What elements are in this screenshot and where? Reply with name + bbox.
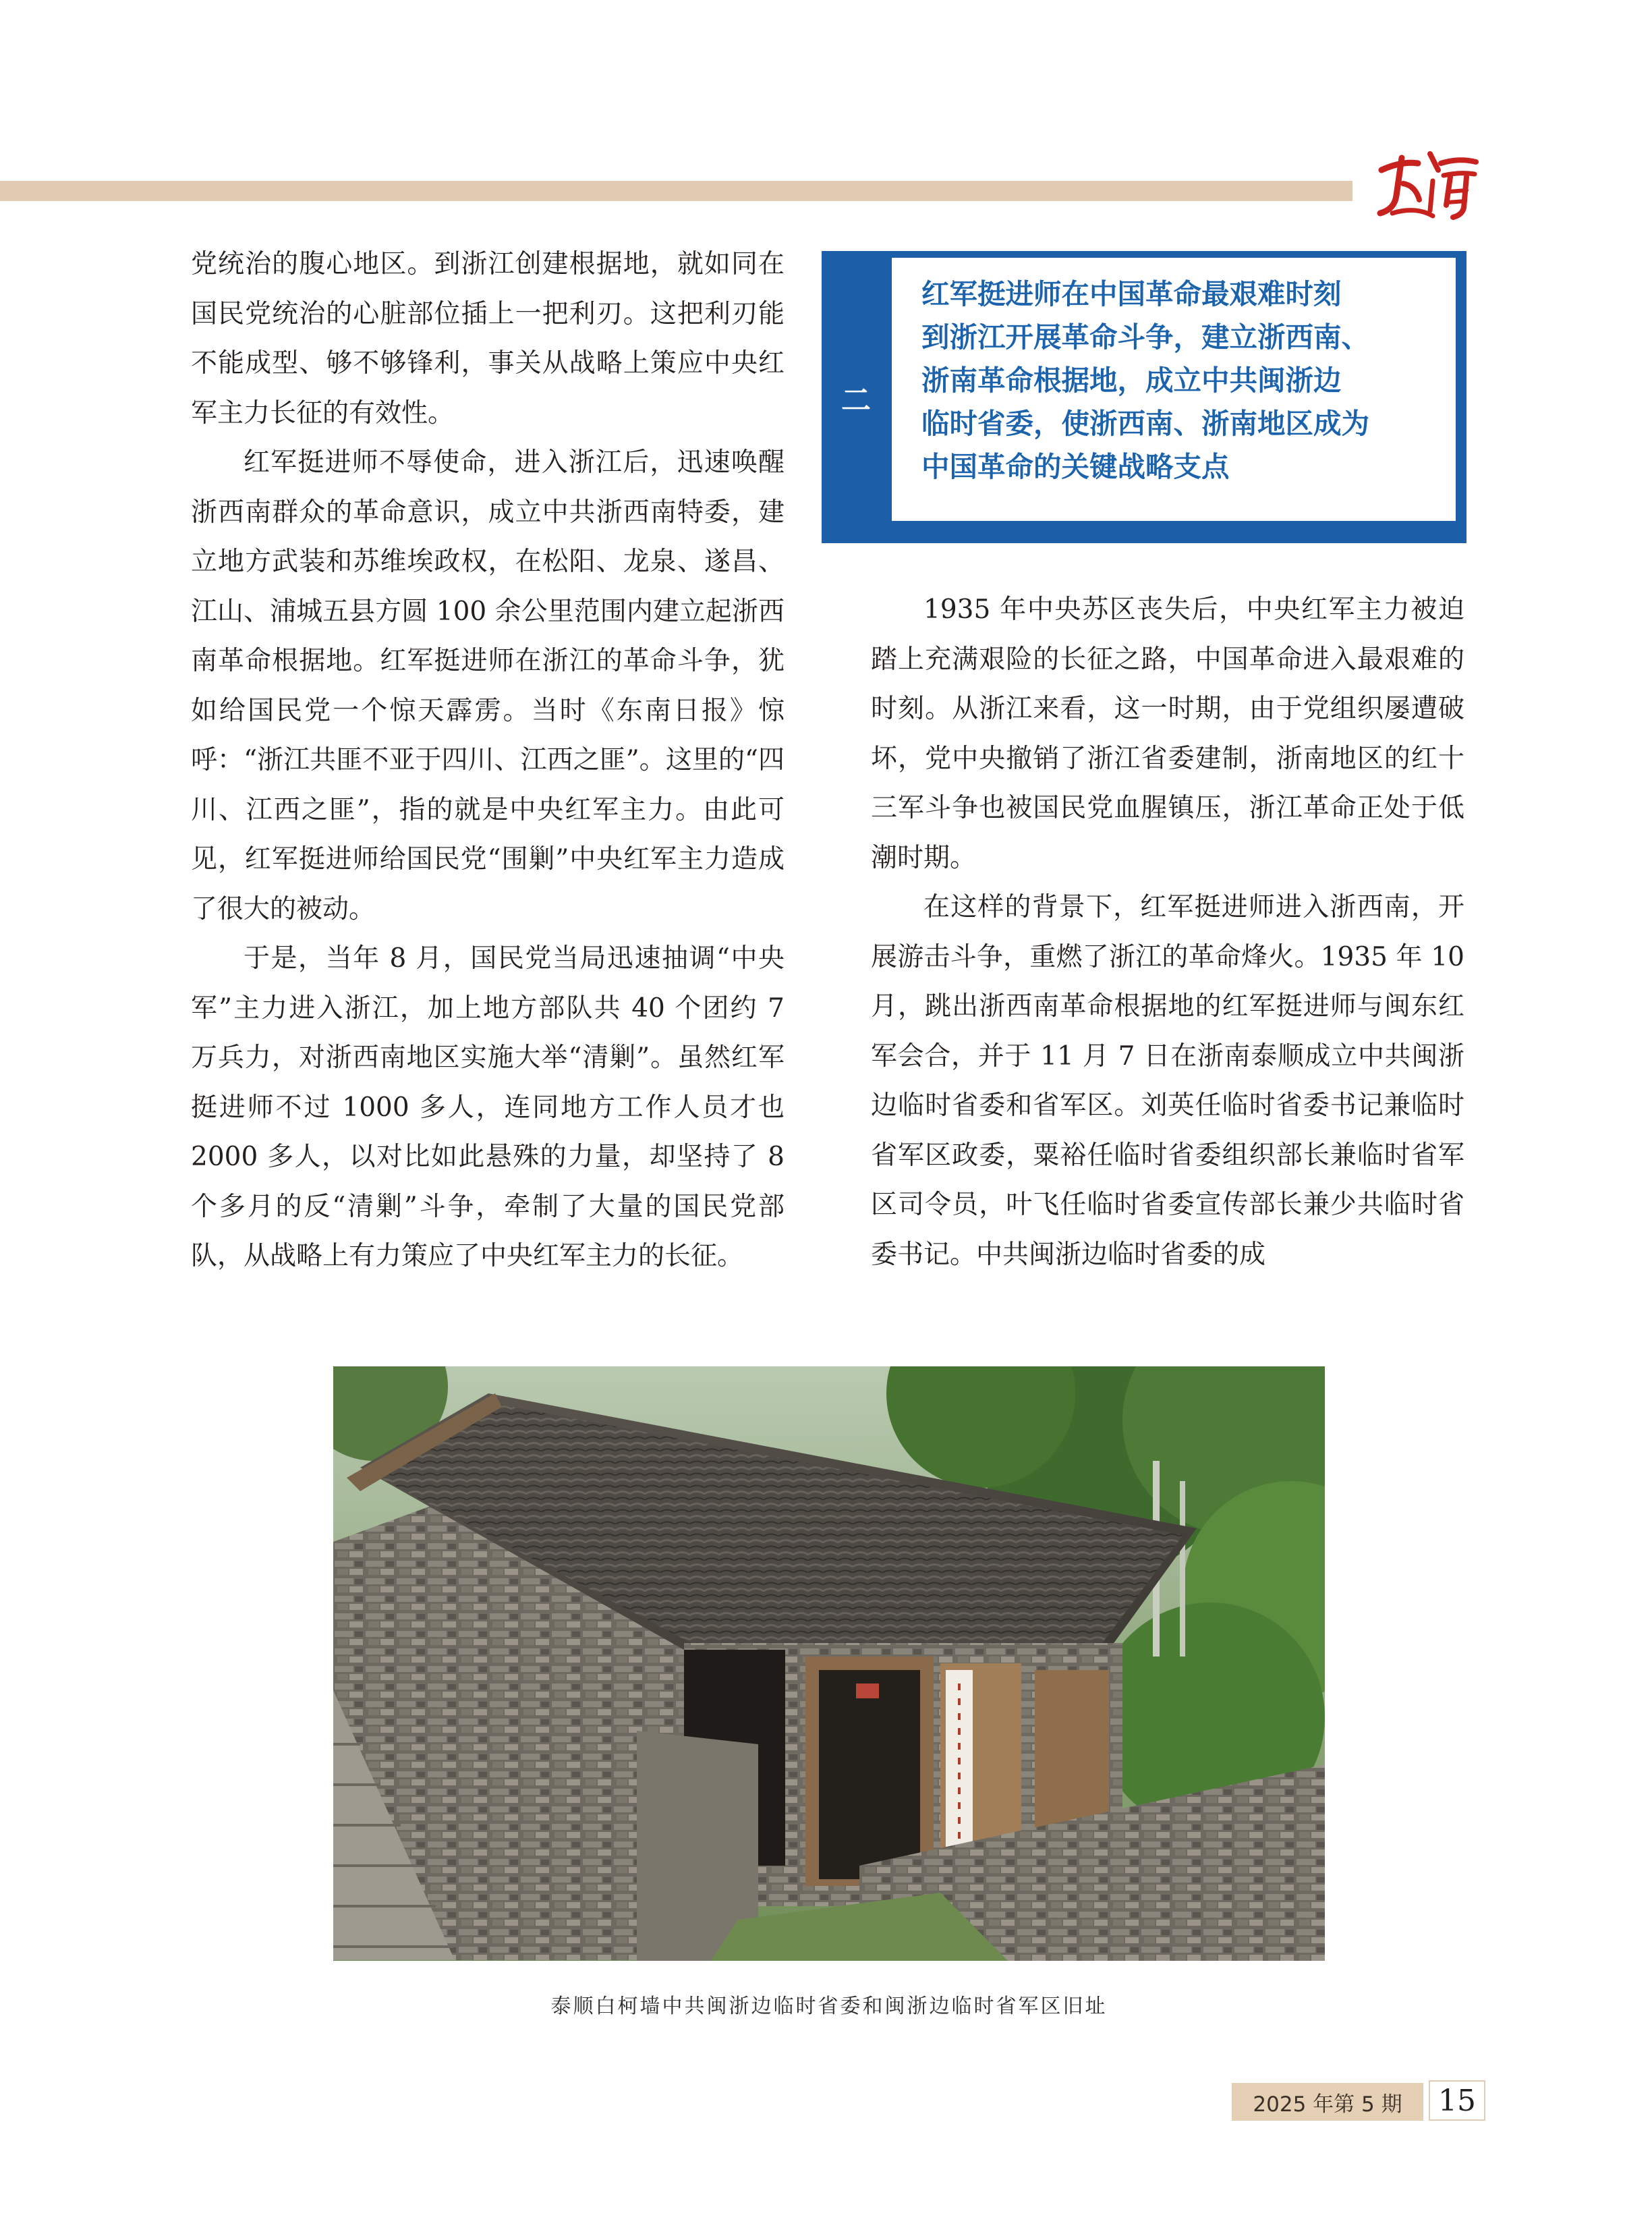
section-heading-line: 到浙江开展革命斗争，建立浙西南、 [921, 321, 1370, 354]
section-heading-line: 浙南革命根据地，成立中共闽浙边 [921, 364, 1342, 397]
historic-building-photo [333, 1366, 1325, 1961]
left-text-column [191, 240, 785, 1281]
paragraph: 在这样的背景下，红军挺进师进入浙西南，开展游击斗争，重燃了浙江的革命烽火。1935 年 10 月，跳出浙西南革命根据地的红军挺进师与闽东红军会合，并于 11 月 7 日在浙南泰顺成立中共闽浙边临时省委和省军区。刘英任临时省委书记兼临时省军区政委，粟裕任临时省委组织部长兼临时省军区司令员，叶飞任临时省委宣传部长兼少共临时省委书记。中共闽浙边临时省委的成 [871, 892, 1464, 1270]
right-text-column [871, 585, 1464, 1279]
page-number: 15 [1429, 2080, 1485, 2121]
section-heading [892, 258, 1456, 521]
paragraph: 1935 年中央苏区丧失后，中央红军主力被迫踏上充满艰险的长征之路，中国革命进入最艰难的时刻。从浙江来看，这一时期，由于党组织屡遭破坏，党中央撤销了浙江省委建制，浙南地区的红十三军斗争也被国民党血腥镇压，浙江革命正处于低潮时期。 [871, 594, 1464, 873]
header-decorative-bar [0, 181, 1352, 201]
photo-caption: 泰顺白柯墙中共闽浙边临时省委和闽浙边临时省军区旧址 [550, 1995, 1108, 2018]
paragraph: 党统治的腹心地区。到浙江创建根据地，就如同在国民党统治的心脏部位插上一把利刃。这把利刃能不能成型、够不够锋利，事关从战略上策应中央红军主力长征的有效性。 [191, 249, 785, 428]
section-heading-line: 红军挺进师在中国革命最艰难时刻 [921, 277, 1342, 310]
section-heading-line: 临时省委，使浙西南、浙南地区成为 [921, 407, 1370, 440]
zuji-logo-icon [1376, 143, 1484, 224]
paragraph: 红军挺进师不辱使命，进入浙江后，迅速唤醒浙西南群众的革命意识，成立中共浙西南特委，建立地方武装和苏维埃政权，在松阳、龙泉、遂昌、江山、浦城五县方圆 100 余公里范围内建立起浙西南革命根据地。红军挺进师在浙江的革命斗争，犹如给国民党一个惊天霹雳。当时《东南日报》惊呼：“浙江共匪不亚于四川、江西之匪”。这里的“四川、江西之匪”，指的就是中央红军主力。由此可见，红军挺进师给国民党“围剿”中央红军主力造成了很大的被动。 [191, 447, 785, 924]
magazine-logo [1376, 143, 1484, 224]
issue-label: 2025 年第 5 期 [1232, 2083, 1423, 2121]
section-heading-box [822, 251, 1466, 543]
section-number: 二 [841, 383, 871, 418]
paragraph: 于是，当年 8 月，国民党当局迅速抽调“中央军”主力进入浙江，加上地方部队共 40 个团约 7 万兵力，对浙西南地区实施大举“清剿”。虽然红军挺进师不过 1000 多人，连同地方工作人员才也 2000 多人，以对比如此悬殊的力量，却坚持了 8 个多月的反“清剿”斗争，牵制了大量的国民党部队，从战略上有力策应了中央红军主力的长征。 [191, 943, 785, 1271]
section-heading-line: 中国革命的关键战略支点 [921, 450, 1230, 483]
